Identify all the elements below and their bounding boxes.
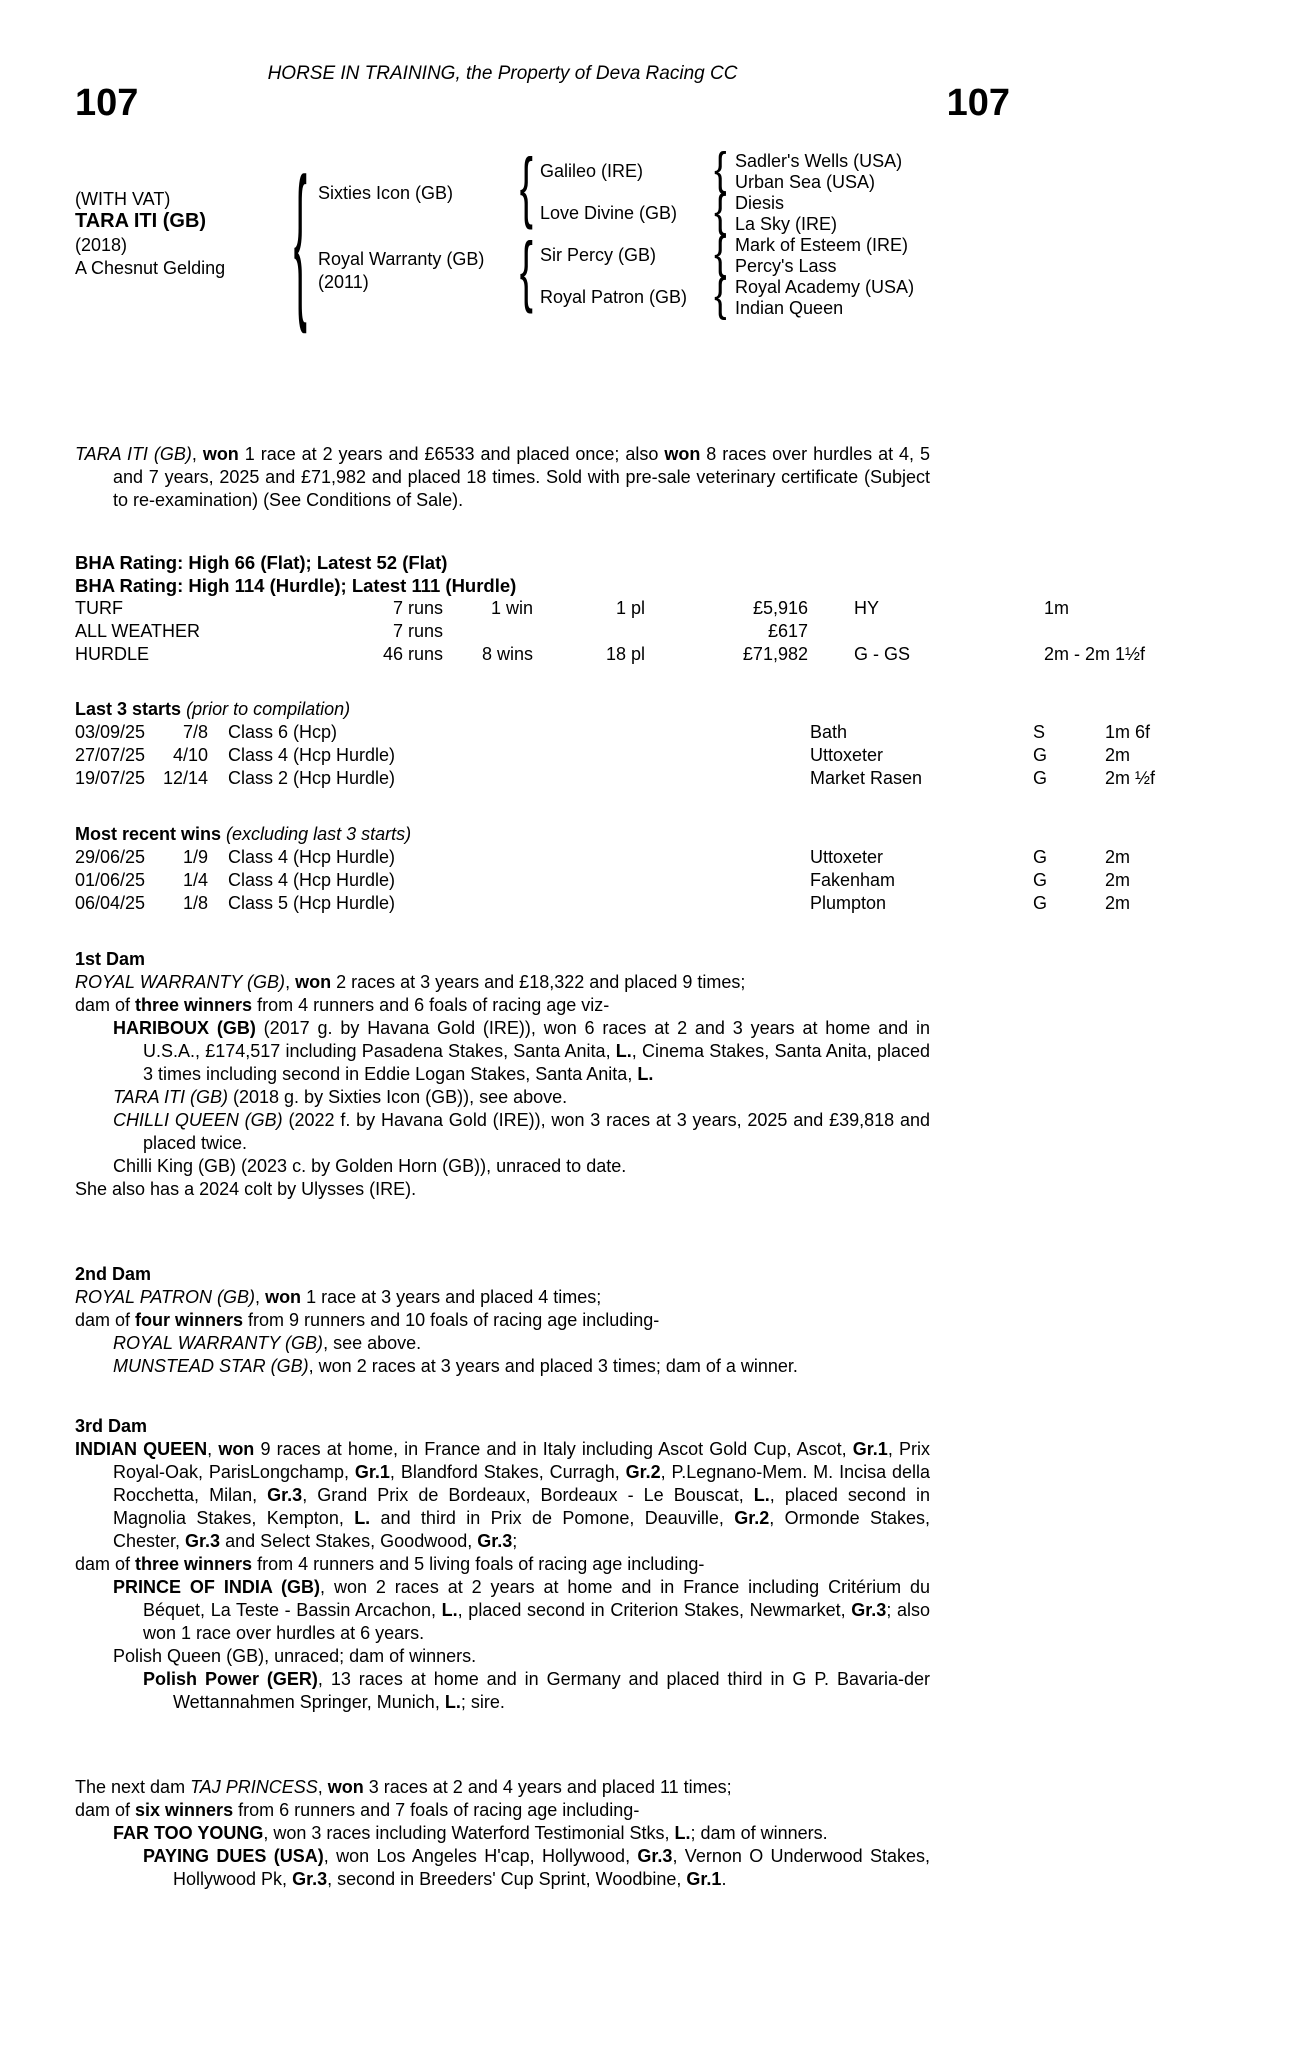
distance-cell: 2m - 2m 1½f	[1044, 644, 1146, 664]
distance-cell: 2m	[1105, 870, 1131, 890]
last-3-starts-heading	[75, 698, 930, 721]
going-cell: HY	[854, 598, 880, 618]
section-title: Most recent wins	[75, 824, 222, 844]
distance-cell: 2m	[1105, 847, 1131, 867]
bha-rating-flat: BHA Rating: High 66 (Flat); Latest 52 (Flat)	[75, 552, 448, 573]
produce-entry-royal-warranty: ROYAL WARRANTY (GB), see above.	[113, 1333, 422, 1353]
wins-cell: 8 wins	[481, 644, 533, 664]
position-cell: 4/10	[172, 745, 208, 765]
date-cell: 19/07/25	[75, 768, 146, 788]
first-dam-produce-summary: dam of three winners from 4 runners and 6 foals of racing age viz-	[75, 995, 610, 1015]
places-cell: 18 pl	[605, 644, 645, 664]
distance-cell: 2m	[1105, 893, 1131, 913]
places-cell: 1 pl	[615, 598, 645, 618]
first-dam-heading: 1st Dam	[75, 949, 146, 969]
last-3-starts-table	[75, 721, 1315, 790]
pedigree-brace-g3-3: {	[713, 227, 727, 280]
table-row	[75, 744, 1315, 767]
class-cell: Class 5 (Hcp Hurdle)	[228, 893, 396, 913]
sire-dam-sire: Diesis	[735, 193, 785, 213]
table-row	[75, 869, 1315, 892]
produce-entry-far-too-young: FAR TOO YOUNG, won 3 races including Waterford Testimonial Stks, L.; dam of winners.	[113, 1823, 828, 1843]
date-cell: 01/06/25	[75, 870, 146, 890]
pedigree-brace-sire: {	[519, 143, 533, 232]
horse-year: (2018)	[75, 235, 128, 255]
pedigree-brace-g3-1: {	[713, 143, 727, 196]
class-cell: Class 2 (Hcp Hurdle)	[228, 768, 396, 788]
runs-cell: 7 runs	[392, 621, 443, 641]
dam-dam-name: Royal Patron (GB)	[540, 287, 688, 307]
venue-cell: Bath	[810, 722, 848, 742]
class-cell: Class 6 (Hcp)	[228, 722, 338, 742]
table-row	[75, 597, 1315, 620]
produce-entry-prince-of-india: PRINCE OF INDIA (GB), won 2 races at 2 years at home and in France including Critérium du Béquet, La Teste - Bassin Arcachon, L., placed second in Criterion Stakes, Newmarket, Gr.3; also won 1 race over hurdles at 6 years.	[113, 1577, 930, 1643]
produce-entry-polish-queen: Polish Queen (GB), unraced; dam of winners.	[113, 1646, 477, 1666]
date-cell: 29/06/25	[75, 847, 146, 867]
position-cell: 1/8	[182, 893, 208, 913]
surface-cell: ALL WEATHER	[75, 621, 201, 641]
date-cell: 27/07/25	[75, 745, 146, 765]
going-cell	[808, 620, 970, 643]
class-cell: Class 4 (Hcp Hurdle)	[228, 847, 396, 867]
class-cell: Class 4 (Hcp Hurdle)	[228, 870, 396, 890]
earnings-cell: £5,916	[752, 598, 808, 618]
section-title: Last 3 starts	[75, 699, 182, 719]
section-subtitle: (excluding last 3 starts)	[226, 824, 412, 844]
dam-name: Royal Warranty (GB)	[318, 249, 485, 269]
first-dam-record: ROYAL WARRANTY (GB), won 2 races at 3 years and £18,322 and placed 9 times;	[75, 972, 746, 992]
dam-sire-sire: Mark of Esteem (IRE)	[735, 235, 909, 255]
class-cell: Class 4 (Hcp Hurdle)	[228, 745, 396, 765]
produce-entry-chilli-king: Chilli King (GB) (2023 c. by Golden Horn (GB)), unraced to date.	[113, 1156, 627, 1176]
sire-dam-dam: La Sky (IRE)	[735, 214, 838, 234]
wins-cell: 1 win	[490, 598, 533, 618]
second-dam-produce-summary: dam of four winners from 9 runners and 10 foals of racing age including-	[75, 1310, 660, 1330]
runs-cell: 7 runs	[392, 598, 443, 618]
produce-entry-munstead-star: MUNSTEAD STAR (GB), won 2 races at 3 years and placed 3 times; dam of a winner.	[113, 1356, 798, 1376]
venue-cell: Plumpton	[810, 893, 887, 913]
places-cell	[533, 620, 645, 643]
pedigree-brace-gen1: {	[293, 145, 307, 337]
distance-cell: 2m	[1105, 745, 1131, 765]
surface-cell: HURDLE	[75, 644, 150, 664]
first-dam-note: She also has a 2024 colt by Ulysses (IRE).	[75, 1179, 417, 1199]
horse-name: TARA ITI (GB)	[75, 210, 207, 232]
page-header: HORSE IN TRAINING, the Property of Deva Racing CC	[267, 63, 738, 84]
date-cell: 03/09/25	[75, 722, 146, 742]
next-dam-record: The next dam TAJ PRINCESS, won 3 races at 2 and 4 years and placed 11 times;	[75, 1777, 732, 1797]
third-dam-record: INDIAN QUEEN, won 9 races at home, in France and in Italy including Ascot Gold Cup, Ascot, Gr.1, Prix Royal-Oak, ParisLongchamp, Gr.1, Blandford Stakes, Curragh, Gr.2, P.Legnano-Mem. M. Incisa della Rocchetta, Milan, Gr.3, Grand Prix de Bordeaux, Bordeaux - Le Bouscat, L., placed second in Magnolia Stakes, Kempton, L. and third in Prix de Pomone, Deauville, Gr.2, Ormonde Stakes, Chester, Gr.3 and Select Stakes, Goodwood, Gr.3;	[75, 1439, 931, 1551]
position-cell: 1/4	[182, 870, 208, 890]
date-cell: 06/04/25	[75, 893, 146, 913]
race-record-summary: TARA ITI (GB), won 1 race at 2 years and £6533 and placed once; also won 8 races over hurdles at 4, 5 and 7 years, 2025 and £71,982 and placed 18 times. Sold with pre-sale veterinary certificate (Subject to re-examination) (See Conditions of Sale).	[75, 444, 930, 510]
second-dam-heading: 2nd Dam	[75, 1264, 152, 1284]
earnings-cell: £71,982	[742, 644, 808, 664]
sire-sire-sire: Sadler's Wells (USA)	[735, 151, 903, 171]
vat-note: (WITH VAT)	[75, 189, 171, 209]
table-row	[75, 721, 1315, 744]
going-cell: G	[1033, 870, 1048, 890]
most-recent-wins-heading	[75, 823, 930, 846]
distance-cell: 1m	[1044, 598, 1070, 618]
section-subtitle: (prior to compilation)	[186, 699, 351, 719]
surface-cell: TURF	[75, 598, 123, 618]
sire-sire-dam: Urban Sea (USA)	[735, 172, 876, 192]
lot-number-row	[75, 82, 1010, 126]
venue-cell: Uttoxeter	[810, 745, 884, 765]
table-row	[75, 892, 1315, 915]
venue-cell: Fakenham	[810, 870, 896, 890]
runs-cell: 46 runs	[382, 644, 443, 664]
dam-sire-dam: Percy's Lass	[735, 256, 837, 276]
dam-year: (2011)	[318, 272, 369, 292]
earnings-cell: £617	[767, 621, 808, 641]
pedigree-brace-g3-2: {	[713, 185, 727, 238]
wins-cell	[443, 620, 533, 643]
produce-entry-paying-dues: PAYING DUES (USA), won Los Angeles H'cap, Hollywood, Gr.3, Vernon O Underwood Stakes, Hollywood Pk, Gr.3, second in Breeders' Cup Sprint, Woodbine, Gr.1.	[143, 1846, 930, 1889]
sire-sire-name: Galileo (IRE)	[540, 161, 644, 181]
going-cell: G	[1033, 768, 1048, 788]
going-cell: S	[1033, 722, 1046, 742]
sire-dam-name: Love Divine (GB)	[540, 203, 678, 223]
going-cell: G - GS	[854, 644, 911, 664]
distance-cell	[970, 620, 1160, 643]
third-dam-produce-summary: dam of three winners from 4 runners and 5 living foals of racing age including-	[75, 1554, 705, 1574]
table-row	[75, 643, 1315, 666]
horse-sex: A Chesnut Gelding	[75, 258, 226, 278]
pedigree-brace-g3-4: {	[713, 269, 727, 322]
surface-stats-table	[75, 597, 1315, 666]
dam-dam-dam: Indian Queen	[735, 298, 844, 318]
catalogue-page	[0, 62, 1315, 1891]
table-row	[75, 620, 1315, 643]
produce-entry-tara-iti: TARA ITI (GB) (2018 g. by Sixties Icon (GB)), see above.	[113, 1087, 568, 1107]
going-cell: G	[1033, 745, 1048, 765]
table-row	[75, 767, 1315, 790]
most-recent-wins-table	[75, 846, 1315, 915]
third-dam-heading: 3rd Dam	[75, 1416, 148, 1436]
distance-cell: 1m 6f	[1105, 722, 1151, 742]
position-cell: 12/14	[162, 768, 208, 788]
second-dam-record: ROYAL PATRON (GB), won 1 race at 3 years and placed 4 times;	[75, 1287, 602, 1307]
dam-dam-sire: Royal Academy (USA)	[735, 277, 915, 297]
venue-cell: Market Rasen	[810, 768, 923, 788]
venue-cell: Uttoxeter	[810, 847, 884, 867]
lot-number-right: 107	[946, 82, 1010, 124]
produce-entry-hariboux: HARIBOUX (GB) (2017 g. by Havana Gold (IRE)), won 6 races at 2 and 3 years at home and in U.S.A., £174,517 including Pasadena Stakes, Santa Anita, L., Cinema Stakes, Santa Anita, placed 3 times including second in Eddie Logan Stakes, Santa Anita, L.	[113, 1018, 930, 1084]
produce-entry-polish-power: Polish Power (GER), 13 races at home and in Germany and placed third in G P. Bavaria-der Wettannahmen Springer, Munich, L.; sire.	[143, 1669, 930, 1712]
position-cell: 1/9	[182, 847, 208, 867]
going-cell: G	[1033, 893, 1048, 913]
lot-number-left: 107	[75, 82, 139, 124]
distance-cell: 2m ½f	[1105, 768, 1156, 788]
position-cell: 7/8	[182, 722, 208, 742]
produce-entry-chilli-queen: CHILLI QUEEN (GB) (2022 f. by Havana Gold (IRE)), won 3 races at 3 years, 2025 and £39,818 and placed twice.	[113, 1110, 930, 1153]
going-cell: G	[1033, 847, 1048, 867]
pedigree-table	[75, 143, 1075, 337]
table-row	[75, 846, 1315, 869]
bha-rating-hurdle: BHA Rating: High 114 (Hurdle); Latest 111 (Hurdle)	[75, 575, 517, 596]
pedigree-brace-dam: {	[519, 227, 533, 316]
dam-sire-name: Sir Percy (GB)	[540, 245, 657, 265]
sire-name: Sixties Icon (GB)	[318, 183, 454, 203]
next-dam-produce-summary: dam of six winners from 6 runners and 7 foals of racing age including-	[75, 1800, 640, 1820]
